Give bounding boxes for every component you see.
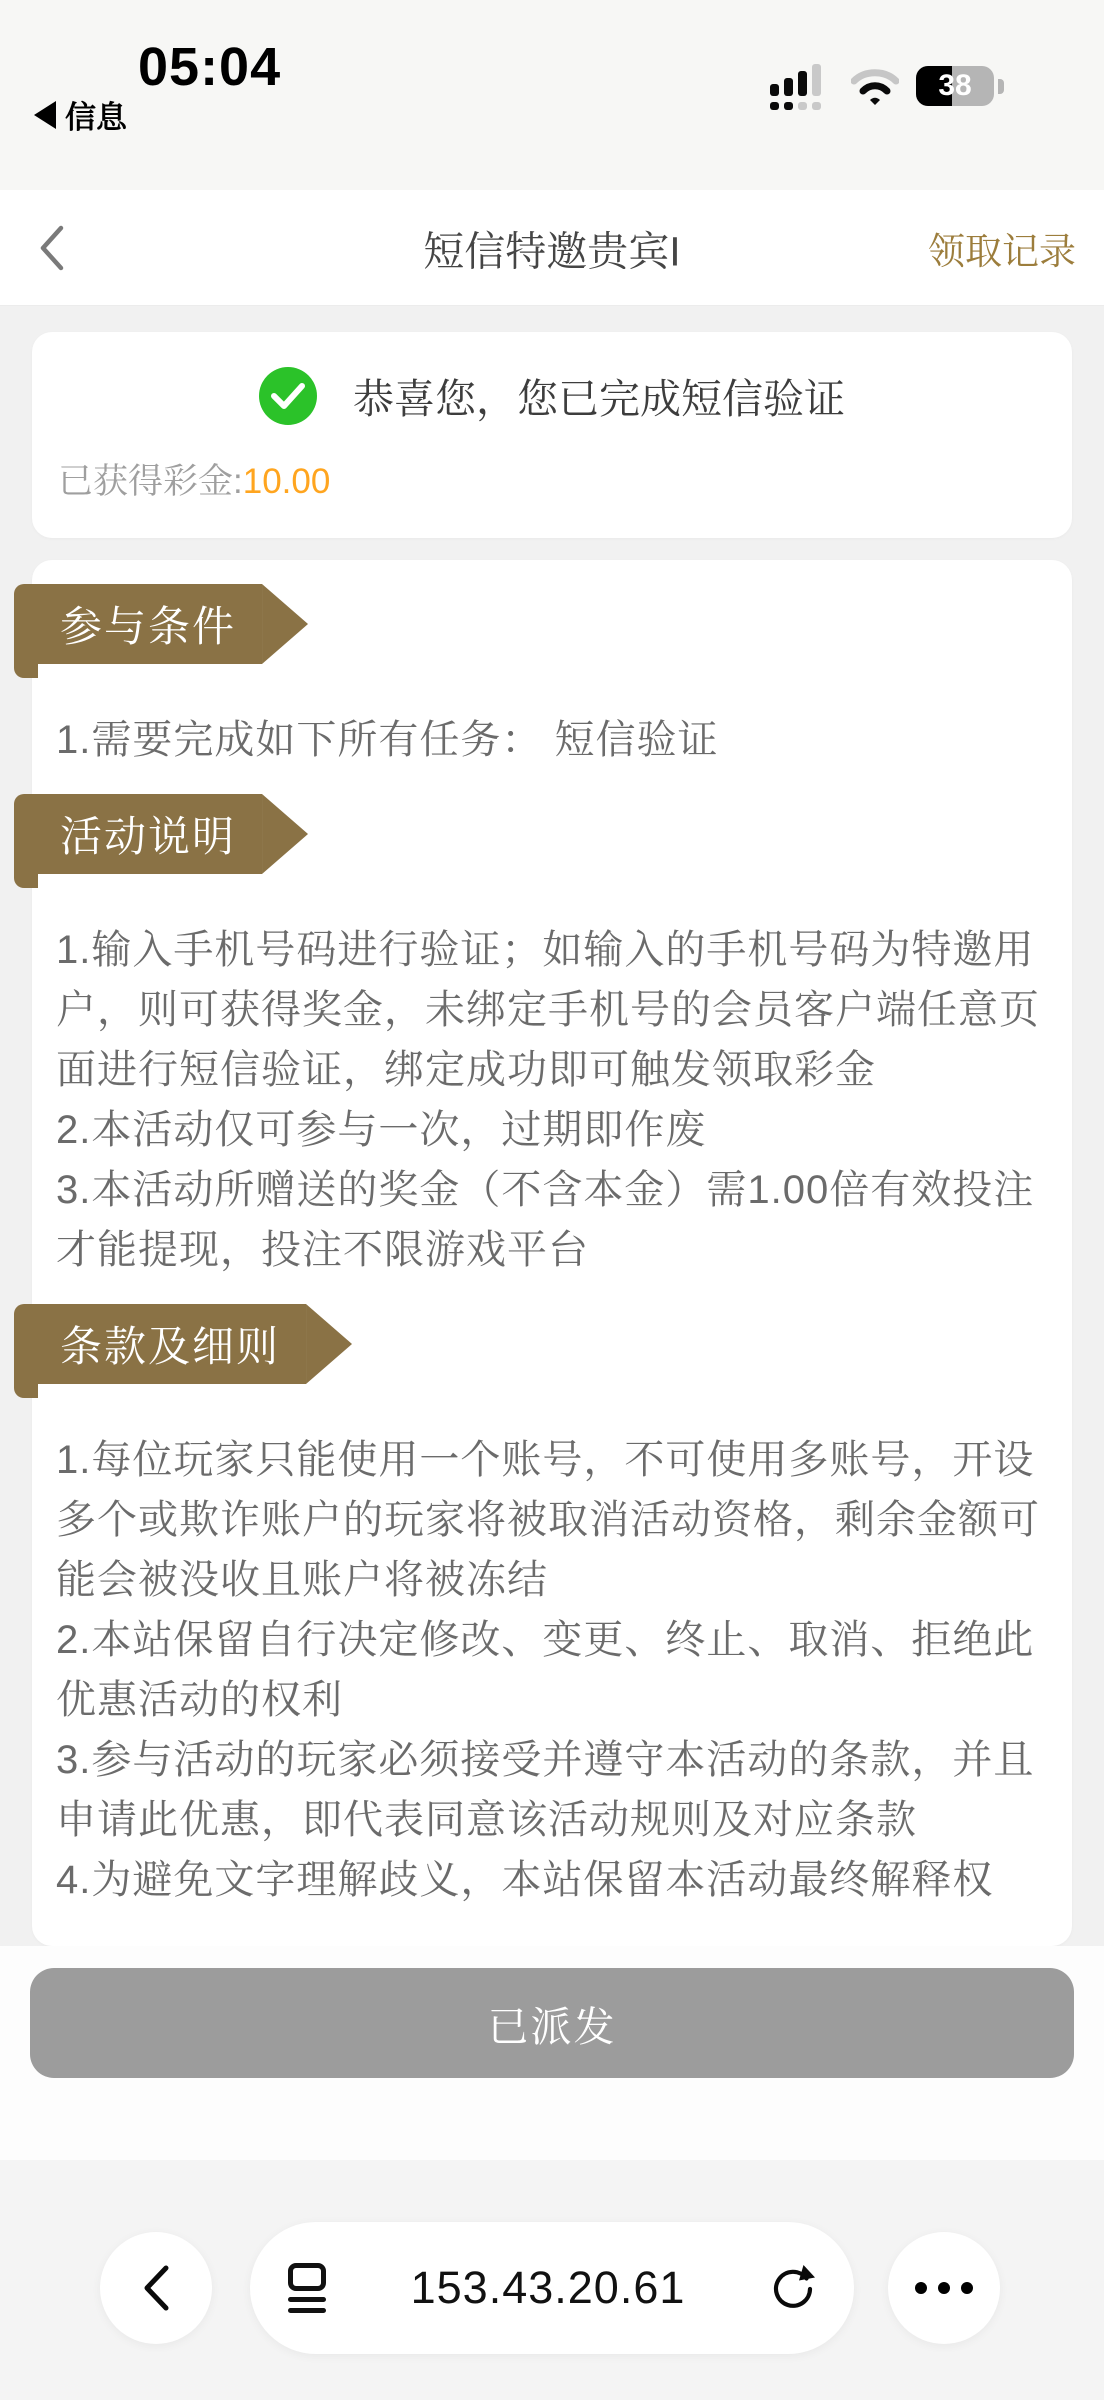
rule-item: 3.本活动所赠送的奖金（不含本金）需1.00倍有效投注才能提现，投注不限游戏平台 <box>56 1168 1035 1272</box>
clock: 05:04 <box>138 37 282 97</box>
bonus-label: 已获得彩金: <box>58 462 243 501</box>
ribbon-banner: 参与条件 <box>14 584 262 664</box>
verification-result-card <box>32 332 1072 538</box>
rule-item: 1.输入手机号码进行验证；如输入的手机号码为特邀用户，则可获得奖金，未绑定手机号的会员客户端任意页面进行短信验证，绑定成功即可触发领取彩金 <box>56 928 1040 1092</box>
rule-item: 2.本活动仅可参与一次，过期即作废 <box>56 1108 707 1152</box>
ribbon-fold-shape <box>14 1384 38 1398</box>
rule-item: 4.为避免文字理解歧义，本站保留本活动最终解释权 <box>56 1858 994 1902</box>
browser-more-button[interactable] <box>888 2232 1000 2344</box>
reload-icon[interactable] <box>770 2263 816 2313</box>
status-bar <box>0 0 1104 190</box>
page-title: 短信特邀贵宾I <box>423 228 681 274</box>
ribbon-arrow-shape <box>262 584 308 664</box>
battery-percent: 38 <box>938 69 972 102</box>
ribbon-banner: 条款及细则 <box>14 1304 306 1384</box>
description-rules <box>56 920 1048 1280</box>
rule-item: 1.需要完成如下所有任务： 短信验证 <box>56 718 719 762</box>
page-reader-icon[interactable] <box>288 2263 326 2313</box>
result-row <box>32 332 1072 425</box>
ribbon-arrow-shape <box>262 794 308 874</box>
ribbon-fold-shape <box>14 664 38 678</box>
reader-box <box>288 2263 326 2291</box>
section-header-description <box>14 794 262 874</box>
back-triangle-icon <box>34 101 56 129</box>
cellular-signal-icon <box>770 62 834 110</box>
participation-rules <box>56 710 1048 770</box>
dispatched-button[interactable]: 已派发 <box>30 1968 1074 2078</box>
reader-bar <box>288 2297 326 2302</box>
ribbon-fold-shape <box>14 874 38 888</box>
url-text[interactable]: 153.43.20.61 <box>410 2262 686 2313</box>
action-zone <box>0 1946 1104 2160</box>
success-message: 恭喜您，您已完成短信验证 <box>353 376 845 422</box>
ribbon-banner: 活动说明 <box>14 794 262 874</box>
section-header-participation <box>14 584 262 664</box>
browser-toolbar <box>0 2160 1104 2400</box>
section-header-terms <box>14 1304 306 1384</box>
rule-item: 2.本站保留自行决定修改、变更、终止、取消、拒绝此优惠活动的权利 <box>56 1618 1035 1722</box>
battery-icon <box>916 66 994 106</box>
back-to-messages-app[interactable] <box>34 92 127 137</box>
chevron-left-icon <box>142 2263 170 2313</box>
success-check-icon <box>259 367 317 425</box>
status-icons <box>770 62 1004 110</box>
address-bar[interactable] <box>250 2222 854 2354</box>
battery-nub <box>998 79 1004 94</box>
page-header <box>0 190 1104 306</box>
bonus-row <box>58 454 330 504</box>
claim-history-link[interactable]: 领取记录 <box>928 230 1076 272</box>
bonus-amount: 10.00 <box>242 462 331 501</box>
rule-item: 3.参与活动的玩家必须接受并遵守本活动的条款，并且申请此优惠，即代表同意该活动规则及对应条款 <box>56 1738 1035 1842</box>
terms-rules <box>56 1430 1048 1910</box>
promo-content <box>0 306 1104 1946</box>
browser-back-button[interactable] <box>100 2232 212 2344</box>
reader-bar <box>288 2308 326 2313</box>
back-app-label: 信息 <box>65 100 127 135</box>
promo-rules-card <box>32 560 1072 1946</box>
wifi-icon <box>851 65 899 107</box>
ellipsis-icon <box>915 2282 973 2294</box>
ribbon-arrow-shape <box>306 1304 352 1384</box>
rule-item: 1.每位玩家只能使用一个账号，不可使用多账号，开设多个或欺诈账户的玩家将被取消活动资格，剩余金额可能会被没收且账户将被冻结 <box>56 1438 1040 1602</box>
